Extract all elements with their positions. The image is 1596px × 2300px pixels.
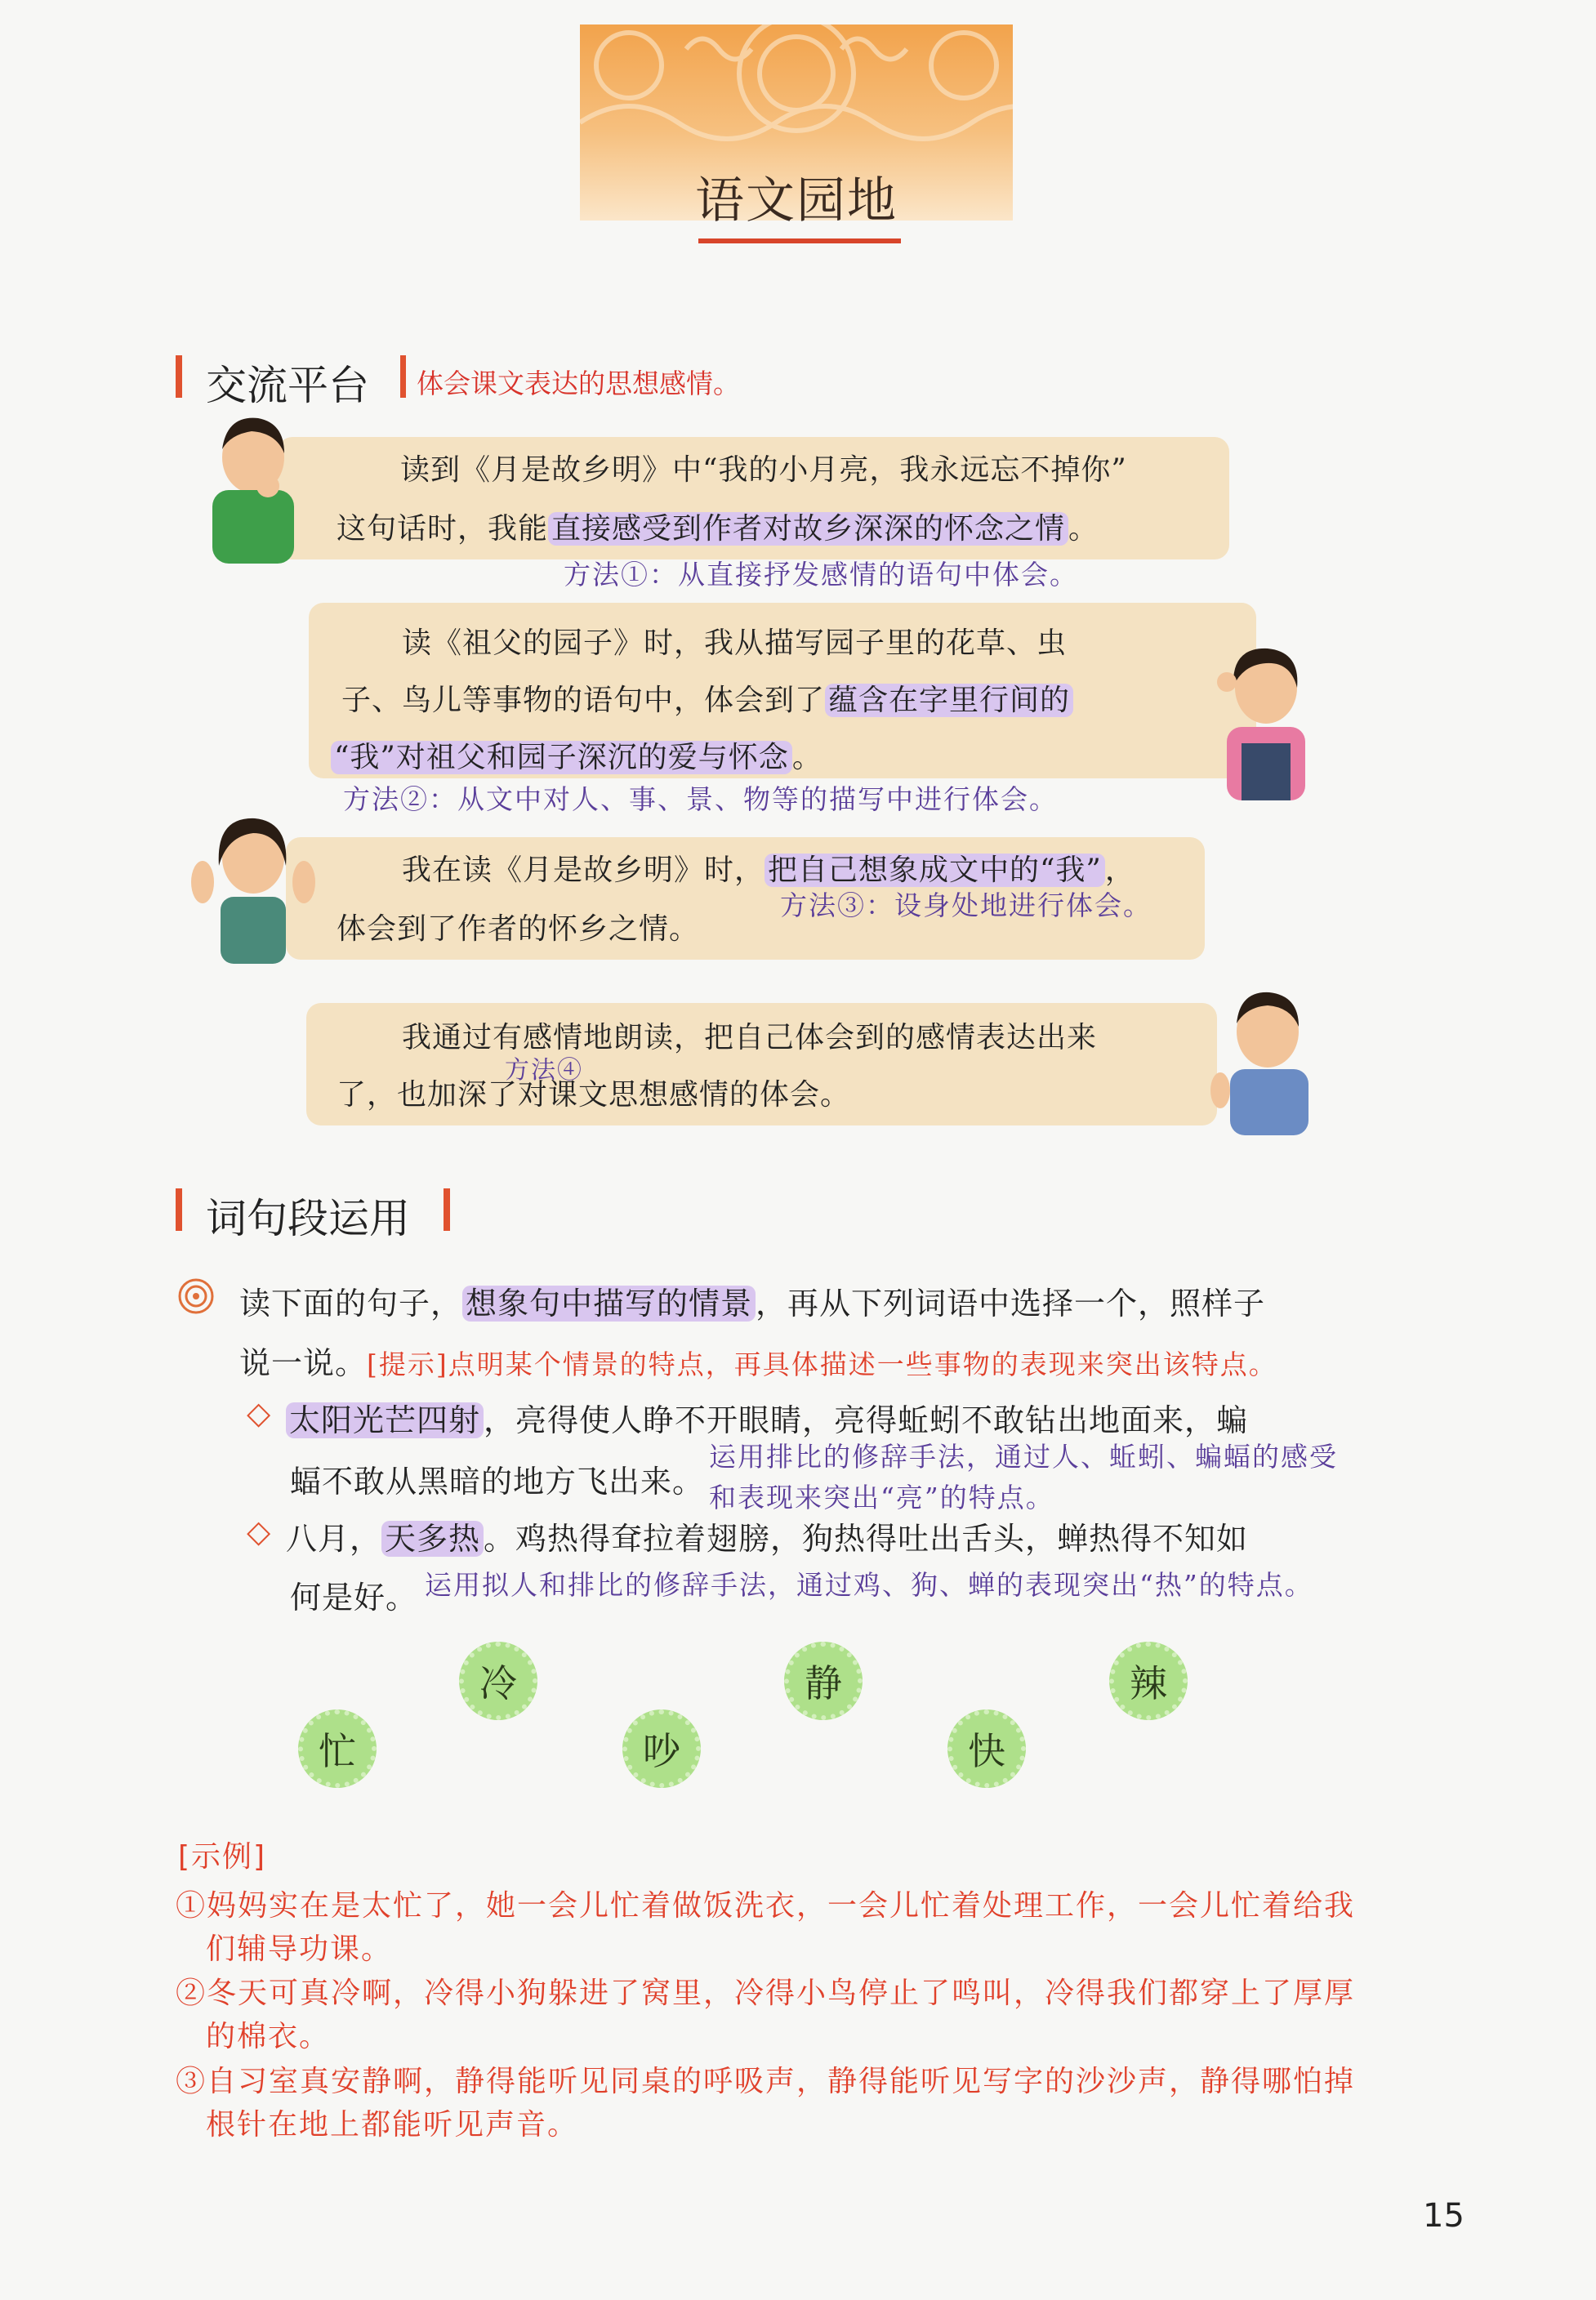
bubble-4-line-2: 了，也加深了对课文思想感情的体会。 [337,1078,851,1112]
section-title-exchange: 交流平台 [206,362,369,409]
example-answer-3-line-2: 根针在地上都能听见声音。 [206,2108,579,2142]
boy-avatar [203,408,309,564]
example-answer-1-line-1: ①妈妈实在是太忙了，她一会儿忙着做饭洗衣，一会儿忙着处理工作，一会儿忙着给我 [176,1889,1356,1923]
page-title: 语文园地 [695,172,898,230]
section-bar [400,355,406,398]
example-label: [示例] [178,1840,267,1874]
section-bar [444,1188,450,1231]
method-3-note: 方法③：设身处地进行体会。 [780,889,1152,921]
bubble-2-line-2: 子、鸟儿等事物的语句中，体会到了 蕴含在字里行间的 [341,671,1073,730]
section-bar [176,1188,182,1231]
girl-avatar [1209,637,1331,800]
example-sentence-1-line-2: 蝠不敢从黑暗的地方飞出来。 [290,1464,705,1500]
diamond-bullet-icon: ◇ [247,1395,272,1431]
section-bar [176,355,182,398]
page-number: 15 [1423,2197,1464,2235]
example-sentence-2-line-1: 八月， 天多热 。鸡热得耷拉着翅膀，狗热得吐出舌头，蝉热得不知如 [286,1521,1249,1557]
section-title-usage: 词句段运用 [206,1195,410,1242]
example-answer-2-line-1: ②冬天可真冷啊，冷得小狗躲进了窝里，冷得小鸟停止了鸣叫，冷得我们都穿上了厚厚 [176,1977,1356,2010]
word-circle-busy: 忙 [298,1709,377,1788]
section-subtitle: 体会课文表达的思想感情。 [417,368,740,399]
word-circle-noisy: 吵 [622,1709,701,1788]
bubble-1-line-2: 这句话时，我能 直接感受到作者对故乡深深的怀念之情 。 [337,512,1099,546]
title-underline [698,238,901,243]
example-answer-3-line-1: ③自习室真安静啊，静得能听见同桌的呼吸声，静得能听见写字的沙沙声，静得哪怕掉 [176,2065,1356,2098]
method-2-note: 方法②：从文中对人、事、景、物等的描写中进行体会。 [343,783,1058,815]
bubble-1-line-1: 读到《月是故乡明》中“我的小月亮，我永远忘不掉你” [400,453,1127,487]
word-circle-quiet: 静 [784,1642,863,1720]
example-1-note-line-1: 运用排比的修辞手法，通过人、蚯蚓、蝙蝠的感受 [709,1441,1338,1473]
girl-avatar-2 [188,809,319,964]
method-1-note: 方法①：从直接抒发感情的语句中体会。 [564,559,1078,591]
method-4-note: 方法④ [505,1056,583,1085]
word-circle-fast: 快 [947,1709,1026,1788]
example-answer-2-line-2: 的棉衣。 [206,2020,331,2053]
example-answer-1-line-2: 们辅导功课。 [206,1932,393,1966]
bubble-3-line-1: 我在读《月是故乡明》时， 把自己想象成文中的“我” ， [402,854,1135,887]
word-circle-cold: 冷 [459,1642,537,1720]
question-line-1: 读下面的句子， 想象句中描写的情景 ，再从下列词语中选择一个，照样子 [239,1286,1266,1322]
bubble-2-line-1: 读《祖父的园子》时，我从描写园子里的花草、虫 [402,626,1068,660]
bubble-2-line-3: “我”对祖父和园子深沉的爱与怀念 。 [331,729,823,787]
example-2-note: 运用拟人和排比的修辞手法，通过鸡、狗、蝉的表现突出“热”的特点。 [425,1569,1313,1601]
bubble-4-line-1: 我通过有感情地朗读，把自己体会到的感情表达出来 [402,1021,1098,1054]
question-line-2: 说一说。[提示]点明某个情景的特点，再具体描述一些事物的表现来突出该特点。 [239,1345,1277,1381]
example-sentence-1-line-1: 太阳光芒四射 ，亮得使人睁不开眼睛，亮得蚯蚓不敢钻出地面来，蝙 [286,1395,1248,1440]
example-sentence-2-line-2: 何是好。 [290,1580,418,1616]
word-circle-spicy: 辣 [1109,1642,1188,1720]
question-marker-icon [178,1278,214,1314]
bubble-3-line-2: 体会到了作者的怀乡之情。 [337,912,700,946]
diamond-bullet-icon: ◇ [247,1513,272,1549]
example-1-note-line-2: 和表现来突出“亮”的特点。 [709,1482,1054,1513]
title-banner [580,25,1013,230]
boy-avatar-2 [1209,984,1331,1135]
